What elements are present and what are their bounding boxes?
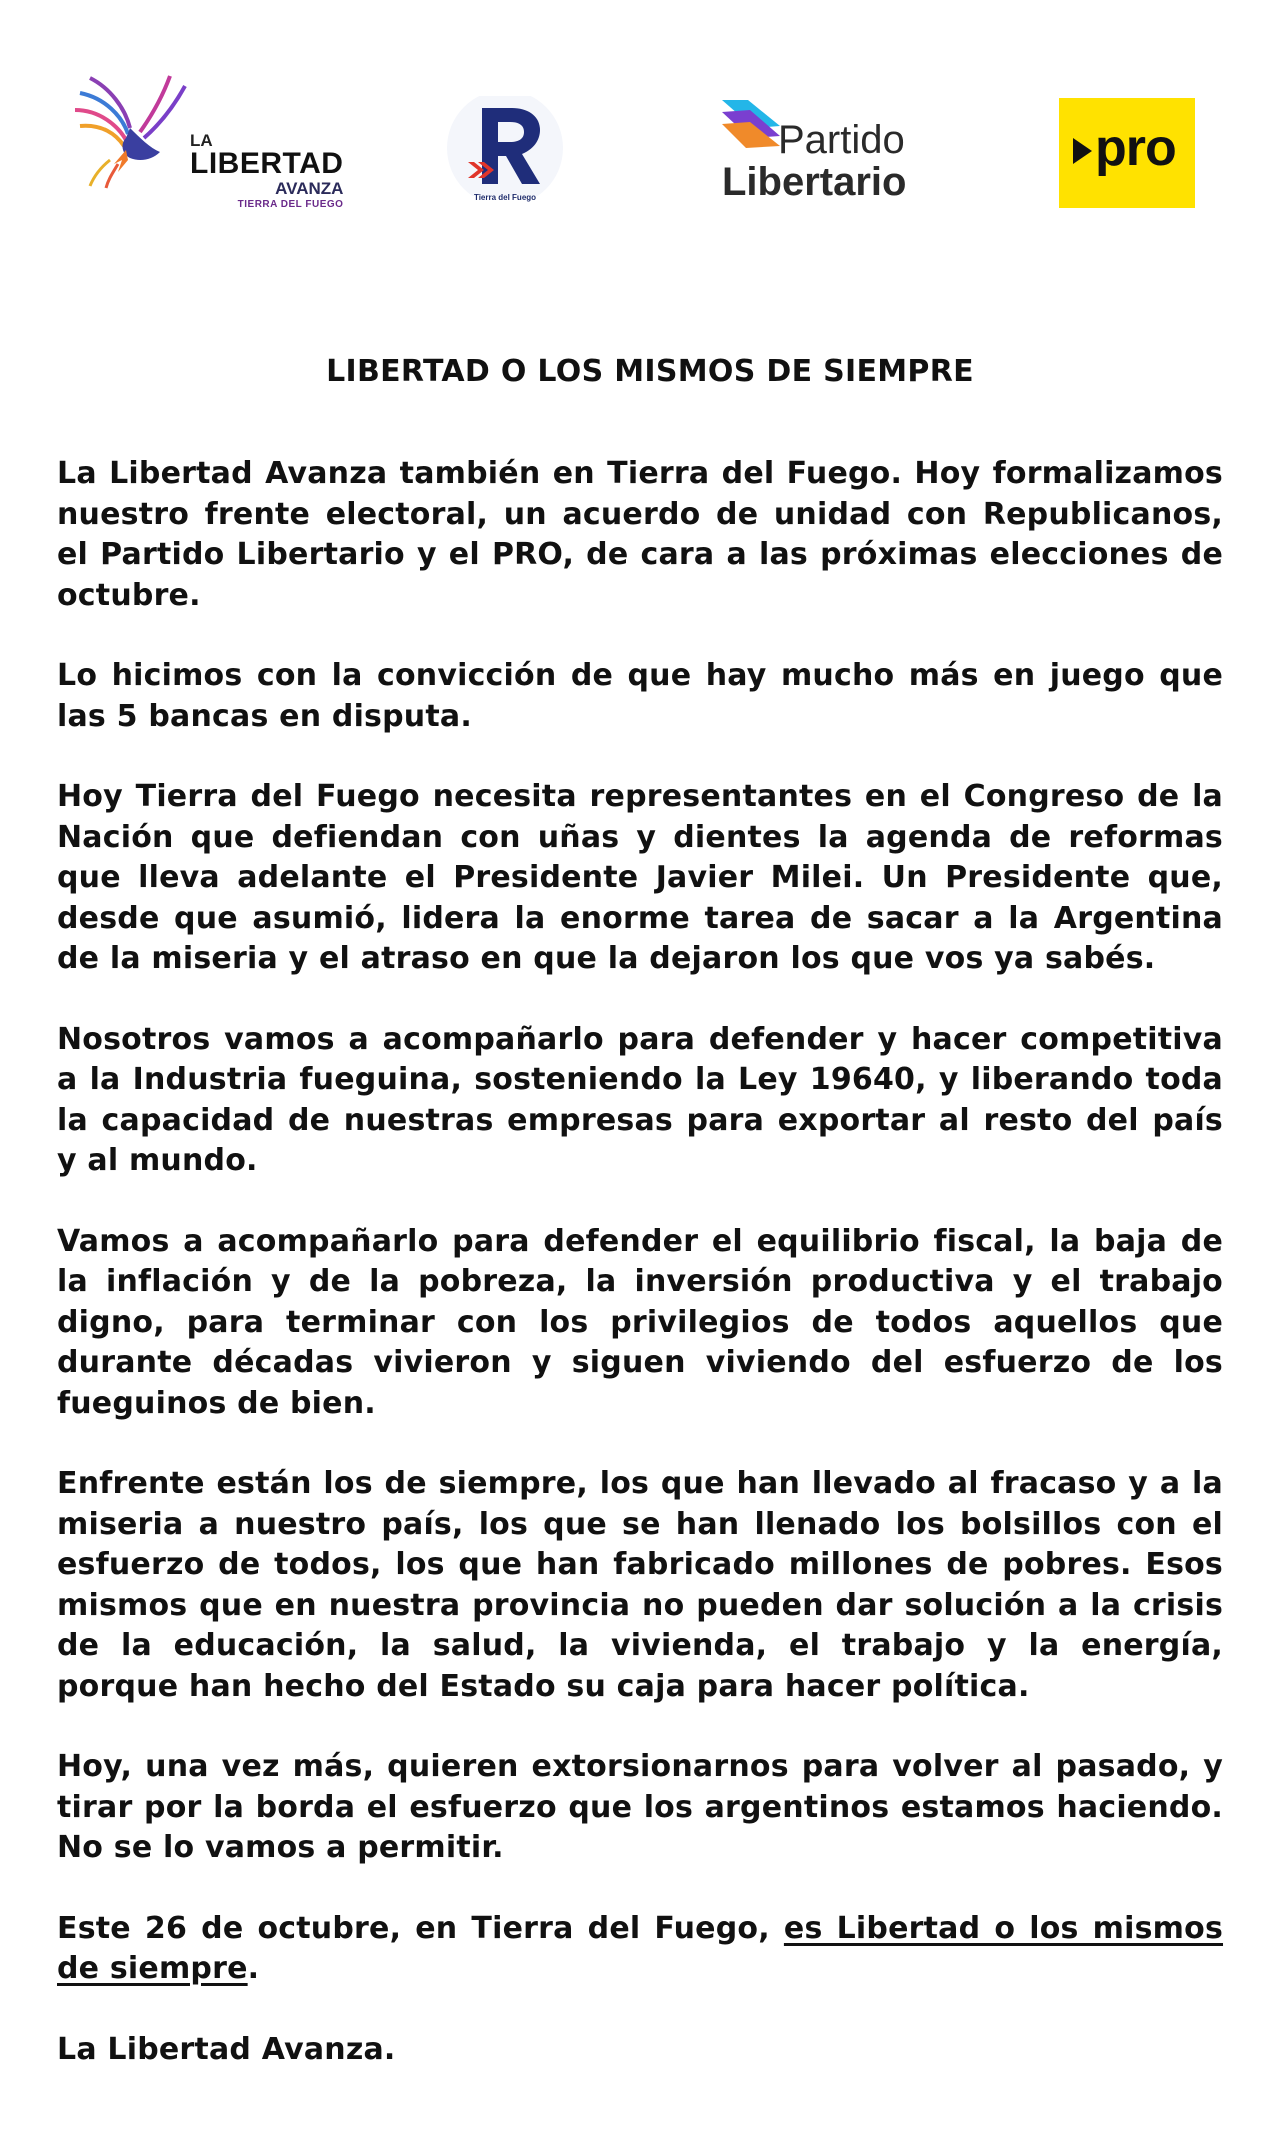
paragraph-3: Hoy Tierra del Fuego necesita representantes en el Congreso de la Nación que defiendan con uñas y dientes la agenda de reformas que lleva adelante el Presidente Javier Milei. Un Presidente que, desde que asumió, lidera la enorme tarea de sacar a la Argentina de la miseria y el atraso en que la dejaron los que vos ya sabés. [57,779,1223,976]
republicanos-logo [440,96,570,216]
paragraph-1: La Libertad Avanza también en Tierra del Fuego. Hoy formalizamos nuestro frente electoral, un acuerdo de unidad con Republicanos, el Partido Libertario y el PRO, de cara a las próximas elecciones de octubre. [57,456,1223,613]
play-arrow-icon [1073,138,1092,164]
partido-libertario-logo [710,98,930,208]
document-title: LIBERTAD O LOS MISMOS DE SIEMPRE [326,354,974,389]
document-body [57,454,1223,2070]
paragraph-6: Enfrente están los de siempre, los que han llevado al fracaso y a la miseria a nuestro país, los que se han llenado los bolsillos con el esfuerzo de todos, los que han fabricado millones de pobres. Esos mismos que en nuestra provincia no pueden dar solución a la crisis de la educación, la salud, la vivienda, el trabajo y la energía, porque han hecho del Estado su caja para hacer política. [57,1466,1223,1704]
eagle-icon [70,68,200,198]
signature: La Libertad Avanza. [57,2031,396,2067]
republicanos-caption: Tierra del Fuego [473,193,537,202]
paragraph-4: Nosotros vamos a acompañarlo para defender y hacer competitiva a la Industria fueguina, sosteniendo la Ley 19640, y liberando toda la capacidad de nuestras empresas para exportar al resto del país y al mundo. [57,1021,1223,1178]
pro-logo [1059,98,1195,208]
republicanos-r-icon [440,96,570,196]
partido-text: Partido [778,118,905,162]
lla-la-text: LA [190,131,213,150]
statement-document [57,352,1223,2070]
closing-end: . [247,1951,260,1986]
closing-paragraph [57,1909,1223,1990]
libertario-text: Libertario [722,160,907,204]
paragraph-7: Hoy, una vez más, quieren extorsionarnos para volver al pasado, y tirar por la borda el esfuerzo que los argentinos estamos haciendo. No se lo vamos a permitir. [57,1749,1223,1865]
partido-libertario-flag-icon [720,98,784,160]
closing-underlined-slogan: es Libertad o los mismos de siempre [57,1910,1224,1986]
paragraph-5: Vamos a acompañarlo para defender el equilibrio fiscal, la baja de la inflación y de la pobreza, la inversión productiva y el trabajo digno, para terminar con los privilegios de todos aquellos que durante décadas vivieron y siguen viviendo del esfuerzo de los fueguinos de bien. [57,1223,1223,1421]
paragraph-2: Lo hicimos con la convicción de que hay mucho más en juego que las 5 bancas en disputa. [57,658,1223,734]
closing-lead: Este 26 de octubre, en Tierra del Fuego, [57,1910,784,1946]
pro-text: pro [1095,119,1176,177]
lla-region-text: TIERRA DEL FUEGO [237,199,344,210]
lla-libertad-text: LIBERTAD [190,147,344,180]
logo-header [0,0,1280,260]
la-libertad-avanza-logo [70,68,350,218]
lla-avanza-text: AVANZA [275,179,344,198]
